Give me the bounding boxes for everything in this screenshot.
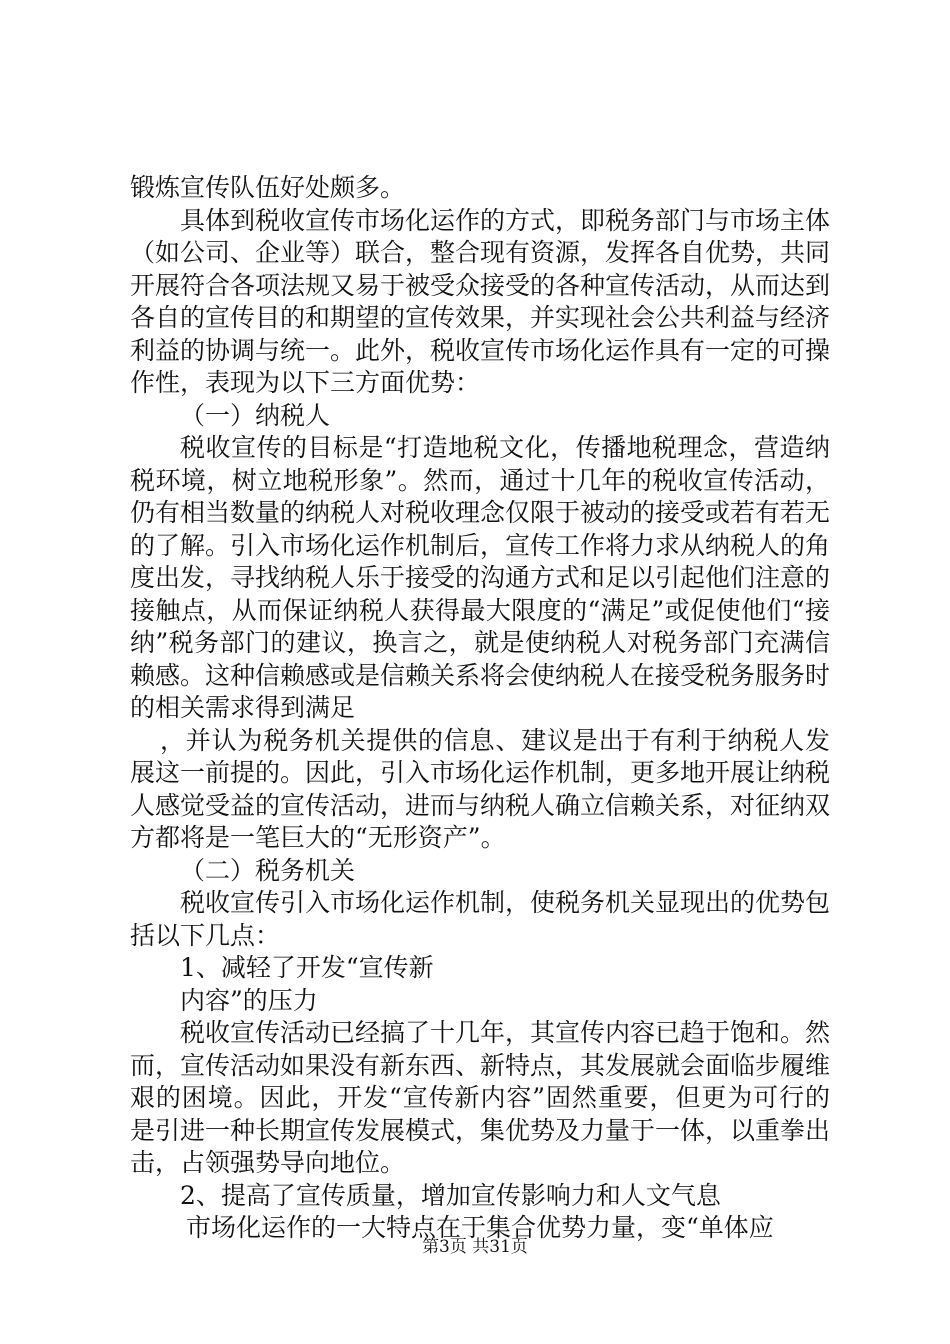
paragraph: 锻炼宣传队伍好处颇多。 [130,173,406,202]
paragraph: 市场化运作的一大特点在于集合优势力量，变“单体应 [186,1213,774,1242]
paragraph: 税收宣传引入市场化运作机制，使税务机关显现出的优势包括以下几点： [130,888,831,950]
section-heading: （二）税务机关 [180,855,356,885]
subsection-heading-continued: 内容”的压力 [180,985,318,1015]
document-body [130,172,830,1245]
paragraph: ，并认为税务机关提供的信息、建议是出于有利于纳税人发展这一前提的。因此，引入市场化运作机制，更多地开展让纳税人感觉受益的宣传活动，进而与纳税人确立信赖关系，对征纳双方都将是一笔巨大的“无形资产”。 [130,725,831,852]
paragraph: 税收宣传活动已经搞了十几年，其宣传内容已趋于饱和。然而，宣传活动如果没有新东西、新特点，其发展就会面临步履维艰的困境。因此，开发“宣传新内容”固然重要，但更为可行的是引进一种长期宣传发展模式，集优势及力量于一体，以重拳出击，占领强势导向地位。 [130,1018,831,1177]
paragraph: 具体到税收宣传市场化运作的方式，即税务部门与市场主体（如公司、企业等）联合，整合现有资源，发挥各自优势，共同开展符合各项法规又易于被受众接受的各种宣传活动，从而达到各自的宣传目的和期望的宣传效果，并实现社会公共利益与经济利益的协调与统一。此外，税收宣传市场化运作具有一定的可操作性，表现为以下三方面优势： [130,205,831,397]
paragraph: 税收宣传的目标是“打造地税文化，传播地税理念，营造纳税环境，树立地税形象”。然而，通过十几年的税收宣传活动，仍有相当数量的纳税人对税收理念仅限于被动的接受或若有若无的了解。引入市场化运作机制后，宣传工作将力求从纳税人的角度出发，寻找纳税人乐于接受的沟通方式和足以引起他们注意的接触点，从而保证纳税人获得最大限度的“满足”或促使他们“接纳”税务部门的建议，换言之，就是使纳税人对税务部门充满信赖感。这种信赖感或是信赖关系将会使纳税人在接受税务服务时的相关需求得到满足 [130,433,831,722]
subsection-heading: 2、提高了宣传质量，增加宣传影响力和人文气息 [180,1180,721,1210]
page-number: 第3页 共31页 [422,1237,528,1257]
section-heading: （一）纳税人 [180,400,331,430]
subsection-heading: 1、减轻了开发“宣传新 [180,953,434,982]
